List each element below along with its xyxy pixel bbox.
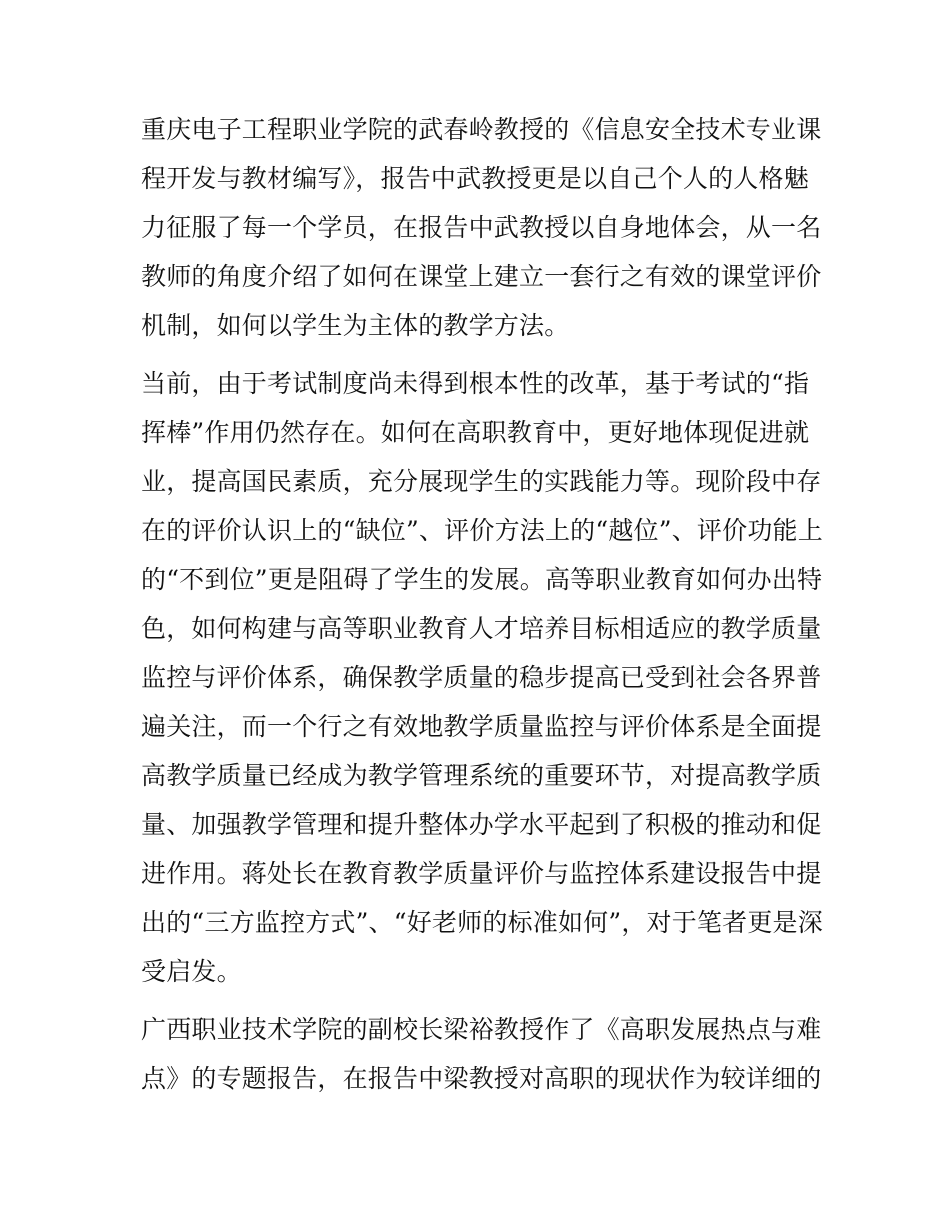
paragraph-1-line-4: 教师的角度介绍了如何在课堂上建立一套行之有效的课堂评价 <box>141 262 822 291</box>
paragraph-2-line-12: 出的“三方监控方式”、“好老师的标准如何”，对于笔者更是深 <box>141 908 823 937</box>
body-text <box>141 117 831 1117</box>
paragraph-2-line-3: 业，提高国民素质，充分展现学生的实践能力等。现阶段中存 <box>141 467 822 496</box>
paragraph-2-line-8: 遍关注，而一个行之有效地教学质量监控与评价体系是全面提 <box>141 712 822 741</box>
paragraph-1-line-1: 重庆电子工程职业学院的武春岭教授的《信息安全技术专业课 <box>141 115 822 144</box>
paragraph-3-line-2: 点》的专题报告，在报告中梁教授对高职的现状作为较详细的 <box>141 1064 822 1093</box>
paragraph-1-line-3: 力征服了每一个学员，在报告中武教授以自身地体会，从一名 <box>141 213 822 242</box>
paragraph-2-line-5: 的“不到位”更是阻碍了学生的发展。高等职业教育如何办出特 <box>141 565 823 594</box>
paragraph-2-line-7: 监控与评价体系，确保教学质量的稳步提高已受到社会各界普 <box>141 663 822 692</box>
paragraph-2-line-4: 在的评价认识上的“缺位”、评价方法上的“越位”、评价功能上 <box>141 516 823 545</box>
paragraph-1-line-5: 机制，如何以学生为主体的教学方法。 <box>141 311 570 340</box>
paragraph-2-line-11: 进作用。蒋处长在教育教学质量评价与监控体系建设报告中提 <box>141 859 822 888</box>
paragraph-3-line-1: 广西职业技术学院的副校长梁裕教授作了《高职发展热点与难 <box>141 1015 822 1044</box>
paragraph-2-line-9: 高教学质量已经成为教学管理系统的重要环节，对提高教学质 <box>141 761 822 790</box>
paragraph-2-line-6: 色，如何构建与高等职业教育人才培养目标相适应的教学质量 <box>141 614 822 643</box>
paragraph-2-line-2: 挥棒”作用仍然存在。如何在高职教育中，更好地体现促进就 <box>141 418 810 447</box>
paragraph-1-line-2: 程开发与教材编写》，报告中武教授更是以自己个人的人格魅 <box>141 164 809 193</box>
paragraph-2-line-13: 受启发。 <box>141 957 242 986</box>
paragraph-2-line-10: 量、加强教学管理和提升整体办学水平起到了积极的推动和促 <box>141 810 822 839</box>
paragraph-2-line-1: 当前，由于考试制度尚未得到根本性的改革，基于考试的“指 <box>141 369 810 398</box>
